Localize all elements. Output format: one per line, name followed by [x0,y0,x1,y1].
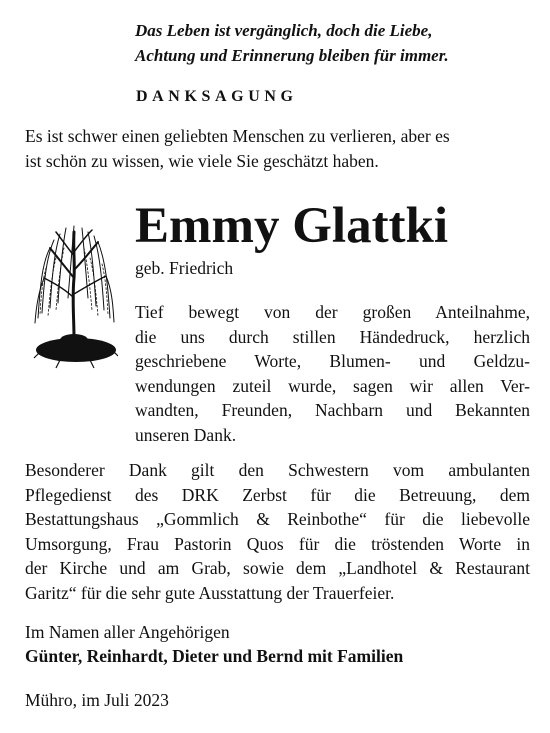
special-thanks-line: Bestattungshaus „Gommlich & Reinbothe“ für die liebevolle [25,509,530,529]
thanks-line: wandten, Freunden, Nachbarn und Bekannten [135,400,530,420]
weeping-willow-icon [30,218,118,374]
intro-line-1: Es ist schwer einen geliebten Menschen zu verlieren, aber es [25,126,450,146]
notice-heading: DANKSAGUNG [136,88,298,105]
special-thanks-line: Besonderer Dank gilt den Schwestern vom ambulanten [25,460,530,480]
deceased-name: Emmy Glattki [135,198,449,254]
intro-line-2: ist schön zu wissen, wie viele Sie geschätzt haben. [25,151,379,171]
on-behalf-line: Im Namen aller Angehörigen [25,622,230,642]
special-thanks-line: Garitz“ für die sehr gute Ausstattung der Trauerfeier. [25,582,395,603]
motto-line-1: Das Leben ist vergänglich, doch die Liebe, [135,21,433,40]
special-thanks-line: der Kirche und am Grab, sowie dem „Landhotel & Restaurant [25,558,530,578]
special-thanks-line: Umsorgung, Frau Pastorin Quos für die tröstenden Worte in [25,533,530,554]
special-thanks-line: Pflegedienst des DRK Zerbst für die Betreuung, dem [25,484,530,505]
maiden-name: geb. Friedrich [135,258,234,278]
thanks-line: geschriebene Worte, Blumen- und Geldzu- [135,351,530,371]
place-date: Mühro, im Juli 2023 [25,690,169,710]
thanks-line: die uns durch stillen Händedruck, herzlich [135,326,530,347]
motto-line-2: Achtung und Erinnerung bleiben für immer. [135,46,449,65]
thanks-paragraph [135,300,530,447]
thanks-line: unseren Dank. [135,424,237,445]
motto-quote [135,18,525,68]
thanks-line: wendungen zuteil wurde, sagen wir allen Ver- [135,375,530,396]
signers-line: Günter, Reinhardt, Dieter und Bernd mit Familien [25,646,404,666]
intro-text [25,124,530,174]
thanks-line: Tief bewegt von der großen Anteilnahme, [135,302,530,322]
special-thanks-paragraph [25,458,530,605]
